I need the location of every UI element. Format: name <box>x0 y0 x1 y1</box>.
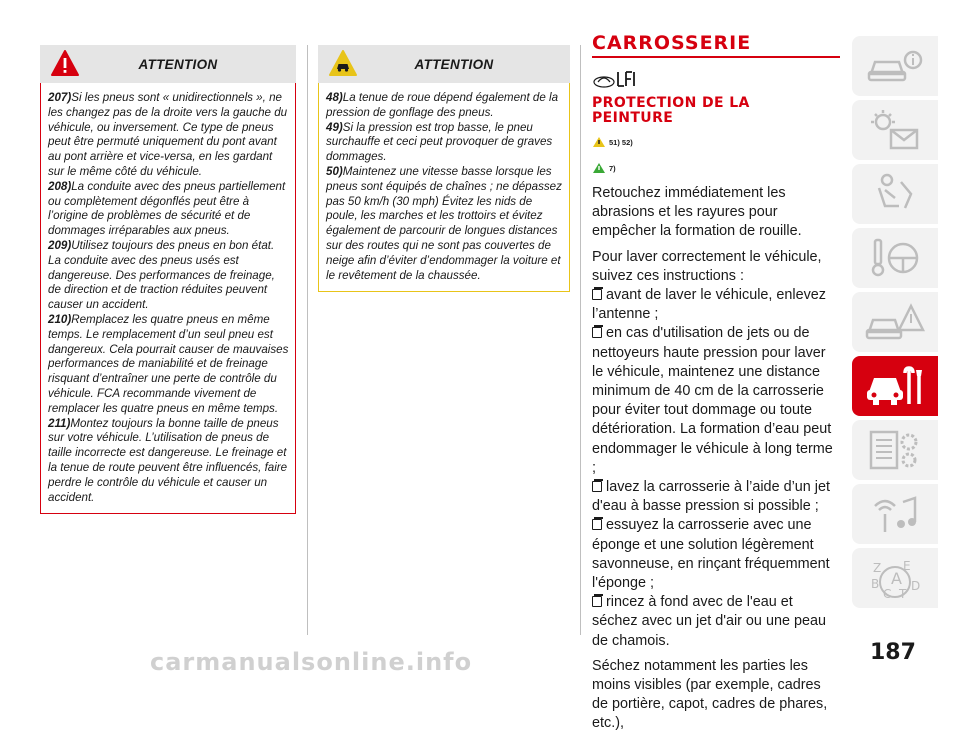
svg-text:T: T <box>899 587 907 601</box>
attention-item: 207)Si les pneus sont « unidirectionnels », ne les changez pas de la droite vers la gauche du véhicule, ou inversement. Ce type de pneus peut être permuté uniquement du pont avant au pont arrière et vice-versa, en les gardant sur le même côté du véhicule. <box>48 91 288 178</box>
environment-reference: 7) <box>592 158 840 178</box>
warning-reference: 51) 52) <box>592 132 840 152</box>
key-steering-icon <box>865 236 925 280</box>
paragraph: Retouchez immédiatement les abrasions et les rayures pour empêcher la formation de rouille. <box>592 185 802 240</box>
attention-item: 48)La tenue de roue dépend également de la pression de gonflage des pneus. <box>326 91 559 119</box>
attention-item: 209)Utilisez toujours des pneus en bon état. La conduite avec des pneus usés est dangereuse. Des performances de freinage, de direction et de traction réduites peuvent causer un accident. <box>48 238 275 312</box>
car-info-icon <box>865 44 925 88</box>
attention-title: ATTENTION <box>414 56 494 72</box>
attention-title: ATTENTION <box>138 56 218 72</box>
attention-box-left <box>40 45 296 514</box>
svg-text:D: D <box>911 579 921 593</box>
svg-text:B: B <box>871 577 880 591</box>
tab-dashboard-lights[interactable] <box>852 100 938 160</box>
attention-body-mid <box>318 83 570 292</box>
lancia-fiat-logo-icon <box>592 68 642 90</box>
tab-car-info[interactable] <box>852 36 938 96</box>
brand-logo-row <box>592 68 840 90</box>
svg-text:A: A <box>891 569 902 588</box>
svg-text:C: C <box>883 587 892 601</box>
warning-red-icon <box>50 49 80 77</box>
section-title: CARROSSERIE <box>592 32 752 54</box>
car-maintenance-icon <box>865 364 925 408</box>
tab-safety[interactable] <box>852 164 938 224</box>
tab-starting-driving[interactable] <box>852 228 938 288</box>
checkbox-bullet-icon <box>592 596 602 607</box>
page-number: 187 <box>870 640 916 665</box>
watermark: carmanualsonline.info <box>150 648 473 676</box>
dashboard-lights-icon <box>865 108 925 152</box>
attention-item: 208)La conduite avec des pneus partiellement ou complètement dégonflés peut être à l’origine de problèmes de sécurité et de dommages irréparables aux pneus. <box>48 179 286 238</box>
tab-technical-data[interactable] <box>852 420 938 480</box>
technical-data-icon <box>865 428 925 472</box>
paragraph: Séchez notamment les parties les moins visibles (par exemple, cadres de portière, capot, cadres de phares, etc.), <box>592 657 828 732</box>
warning-yellow-icon <box>592 136 606 148</box>
column-divider <box>580 45 581 635</box>
checkbox-bullet-icon <box>592 519 602 530</box>
attention-header-left <box>40 45 296 83</box>
tab-emergency[interactable] <box>852 292 938 352</box>
attention-item: 49)Si la pression est trop basse, le pneu surchauffe et ceci peut provoquer de graves dommages. <box>326 120 553 164</box>
checkbox-bullet-icon <box>592 289 602 300</box>
attention-box-mid <box>318 45 570 292</box>
airbag-seat-icon <box>865 172 925 216</box>
breakdown-car-icon <box>865 300 925 344</box>
attention-item: 50)Maintenez une vitesse basse lorsque les pneus sont équipés de chaînes ; ne dépassez pas 50 km/h (30 mph) Évitez les nids de poule, les marches et les trottoirs et évitez également de parcourir de longues distances sur des routes qui ne sont pas couvertes de neige afin d’éviter d’endommager la voiture et le revêtement de la chaussée. <box>326 164 562 282</box>
attention-item: 211)Montez toujours la bonne taille de pneus sur votre véhicule. L’utilisation de pneus de taille incorrecte est dangereuse. Le freinage et la tenue de route peuvent être influencés, faire perdre le contrôle du véhicule et causer un accident. <box>48 416 288 504</box>
attention-header-mid <box>318 45 570 83</box>
tab-car-maintenance[interactable] <box>852 356 938 416</box>
multimedia-icon <box>865 492 925 536</box>
svg-text:E: E <box>903 559 911 573</box>
checkbox-bullet-icon <box>592 481 602 492</box>
tab-multimedia[interactable] <box>852 484 938 544</box>
svg-text:Z: Z <box>873 561 882 575</box>
section-rule <box>592 56 840 58</box>
warning-yellow-car-icon <box>328 49 358 77</box>
environment-green-icon <box>592 162 606 174</box>
paragraph: Pour laver correctement le véhicule, suivez ces instructions : avant de laver le véhicule, enlevez l’antenne ; en cas d'utilisation de jets ou de nettoyeurs haute pression pour laver le véhicule, maintenez une distance minimum de 40 cm de la carrosserie pour éviter tout dommage ou toute détérioration. La formation d’eau peut endommager le véhicule à long terme ; lavez la carrosserie à l’aide d’un jet d'eau à basse pression si possible ; essuyez la carrosserie avec une éponge et une solution légèrement savonneuse, en rinçant fréquemment l'éponge ; rincez à fond avec de l'eau et séchez avec un jet d'air ou une peau de chamois. <box>592 248 833 649</box>
column-divider <box>307 45 308 635</box>
attention-item: 210)Remplacez les quatre pneus en même temps. Le remplacement d’un seul pneu est dangereux. Cela pourrait causer de mauvaises performances de maniabilité et de freinage risquant d’entraîner une perte de contrôle du véhicule. FCA recommande vivement de remplacer les quatre pneus en même temps. <box>48 312 289 415</box>
subsection-title: PROTECTION DE LA PEINTURE <box>592 95 750 126</box>
attention-body-left <box>40 83 296 514</box>
checkbox-bullet-icon <box>592 327 602 338</box>
chapter-sidebar <box>852 36 938 612</box>
body-text <box>592 184 840 734</box>
tab-index[interactable] <box>852 548 938 608</box>
index-icon <box>865 556 925 600</box>
carrosserie-section <box>592 33 840 740</box>
